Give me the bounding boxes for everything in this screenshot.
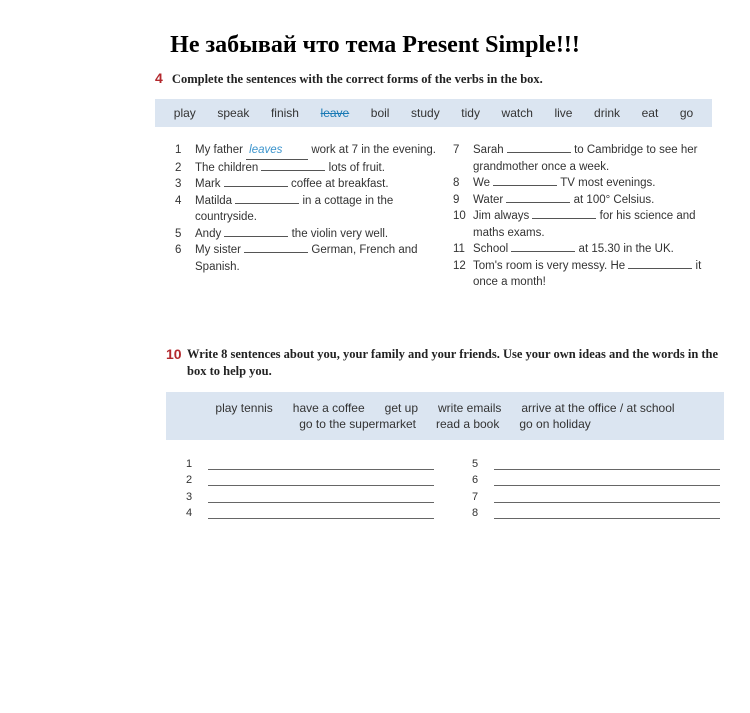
sentences-right-column <box>453 142 715 291</box>
sentences-left-column <box>175 142 440 275</box>
verb-study: study <box>411 106 440 120</box>
sentence-text: The children lots of fruit. <box>195 161 385 174</box>
sentence-text: My sister German, French and Spanish. <box>195 244 418 273</box>
write-line <box>494 509 720 519</box>
phrase: go to the supermarket <box>299 417 416 431</box>
sentence-text: School at 15.30 in the UK. <box>473 243 674 255</box>
phrase-box <box>166 392 724 440</box>
sentence-number: 6 <box>175 244 182 256</box>
answer-blank <box>235 193 299 204</box>
sentence-number: 3 <box>175 178 182 190</box>
sentence-8 <box>453 175 715 192</box>
answer-blank: leaves <box>246 142 308 160</box>
write-line <box>494 493 720 503</box>
exercise-4-heading <box>155 70 543 87</box>
verb-speak: speak <box>217 106 250 120</box>
sentence-text: We TV most evenings. <box>473 177 656 189</box>
phrase-row-1 <box>166 401 724 415</box>
sentence-text: Mark coffee at breakfast. <box>195 178 389 190</box>
phrase: get up <box>384 401 419 415</box>
verb-watch: watch <box>501 106 533 120</box>
sentence-3 <box>175 176 440 193</box>
answer-line-4 <box>186 503 434 520</box>
answer-line-7 <box>472 486 720 503</box>
sentence-10 <box>453 208 715 241</box>
write-line <box>494 476 720 486</box>
exercise-4-instruction: Complete the sentences with the correct forms of the verbs in the box. <box>171 72 543 86</box>
sentence-text: Tom's room is very messy. He it once a month! <box>473 259 702 288</box>
sentence-text: Sarah to Cambridge to see her grandmother once a week. <box>473 144 698 173</box>
sentence-number: 11 <box>453 243 465 255</box>
answer-lines-right <box>472 453 720 519</box>
answer-blank <box>224 226 288 237</box>
write-line <box>208 476 434 486</box>
sentence-5 <box>175 226 440 243</box>
sentence-4 <box>175 193 440 226</box>
answer-blank <box>511 241 575 252</box>
answer-blank <box>532 208 596 219</box>
sentence-number: 10 <box>453 210 466 222</box>
answer-blank <box>628 258 692 269</box>
sentence-2 <box>175 160 440 177</box>
exercise-10-instruction: Write 8 sentences about you, your family and your friends. Use your own ideas and the words in the box to help you. <box>187 347 719 378</box>
answer-line-8 <box>472 503 720 520</box>
verb-leave: leave <box>320 106 350 120</box>
answer-line-2 <box>186 470 434 487</box>
exercise-4-number: 4 <box>155 70 163 86</box>
answer-lines-left <box>186 453 434 519</box>
sentence-11 <box>453 241 715 258</box>
sentence-12 <box>453 258 715 291</box>
verb-live: live <box>554 106 573 120</box>
line-number: 7 <box>472 490 479 503</box>
answer-line-6 <box>472 470 720 487</box>
verb-finish: finish <box>270 106 299 120</box>
phrase: have a coffee <box>292 401 365 415</box>
phrase: play tennis <box>215 401 273 415</box>
write-line <box>208 509 434 519</box>
sentence-7 <box>453 142 715 175</box>
answer-line-1 <box>186 453 434 470</box>
answer-blank <box>493 175 557 186</box>
verb-go: go <box>679 106 694 120</box>
sentence-number: 9 <box>453 193 460 206</box>
line-number: 3 <box>186 490 193 503</box>
page-title: Не забывай что тема Present Simple!!! <box>170 32 580 58</box>
verb-eat: eat <box>641 106 659 120</box>
verb-tidy: tidy <box>461 106 480 120</box>
line-number: 5 <box>472 457 479 470</box>
line-number: 1 <box>186 457 193 470</box>
answer-blank <box>261 160 325 171</box>
answer-blank <box>224 176 288 187</box>
sentence-1 <box>175 142 440 160</box>
sentence-text: Matilda in a cottage in the countryside. <box>195 194 394 223</box>
phrase: read a book <box>435 417 500 431</box>
sentence-9 <box>453 192 715 209</box>
sentence-text: Andy the violin very well. <box>195 227 389 240</box>
write-line <box>494 460 720 470</box>
verb-box <box>155 99 712 127</box>
answer-line-3 <box>186 486 434 503</box>
line-number: 8 <box>472 507 479 519</box>
answer-blank <box>244 242 308 253</box>
write-line <box>208 493 434 503</box>
verb-drink: drink <box>594 106 621 120</box>
sentence-number: 4 <box>175 194 182 207</box>
line-number: 2 <box>186 474 193 486</box>
answer-line-5 <box>472 453 720 470</box>
phrase: go on holiday <box>519 417 591 431</box>
answer-blank <box>506 192 570 203</box>
sentence-number: 1 <box>175 144 182 156</box>
exercise-10-number: 10 <box>166 346 182 362</box>
sentence-6 <box>175 242 440 275</box>
sentence-text: Water at 100° Celsius. <box>473 193 655 206</box>
phrase: arrive at the office / at school <box>521 401 675 415</box>
verb-play: play <box>173 106 196 120</box>
sentence-number: 7 <box>453 144 460 156</box>
sentence-number: 12 <box>453 259 466 272</box>
verb-boil: boil <box>370 106 390 120</box>
sentence-text: My father leaves work at 7 in the evening. <box>195 142 440 160</box>
sentence-number: 2 <box>175 161 182 174</box>
write-line <box>208 460 434 470</box>
sentence-text: Jim always for his science and maths exams. <box>473 210 696 239</box>
line-number: 6 <box>472 474 479 486</box>
line-number: 4 <box>186 507 193 519</box>
phrase: write emails <box>438 401 502 415</box>
sentence-number: 8 <box>453 177 460 189</box>
phrase-row-2 <box>166 417 724 431</box>
exercise-10-heading <box>166 346 726 380</box>
answer-blank <box>507 142 571 153</box>
sentence-number: 5 <box>175 227 182 240</box>
